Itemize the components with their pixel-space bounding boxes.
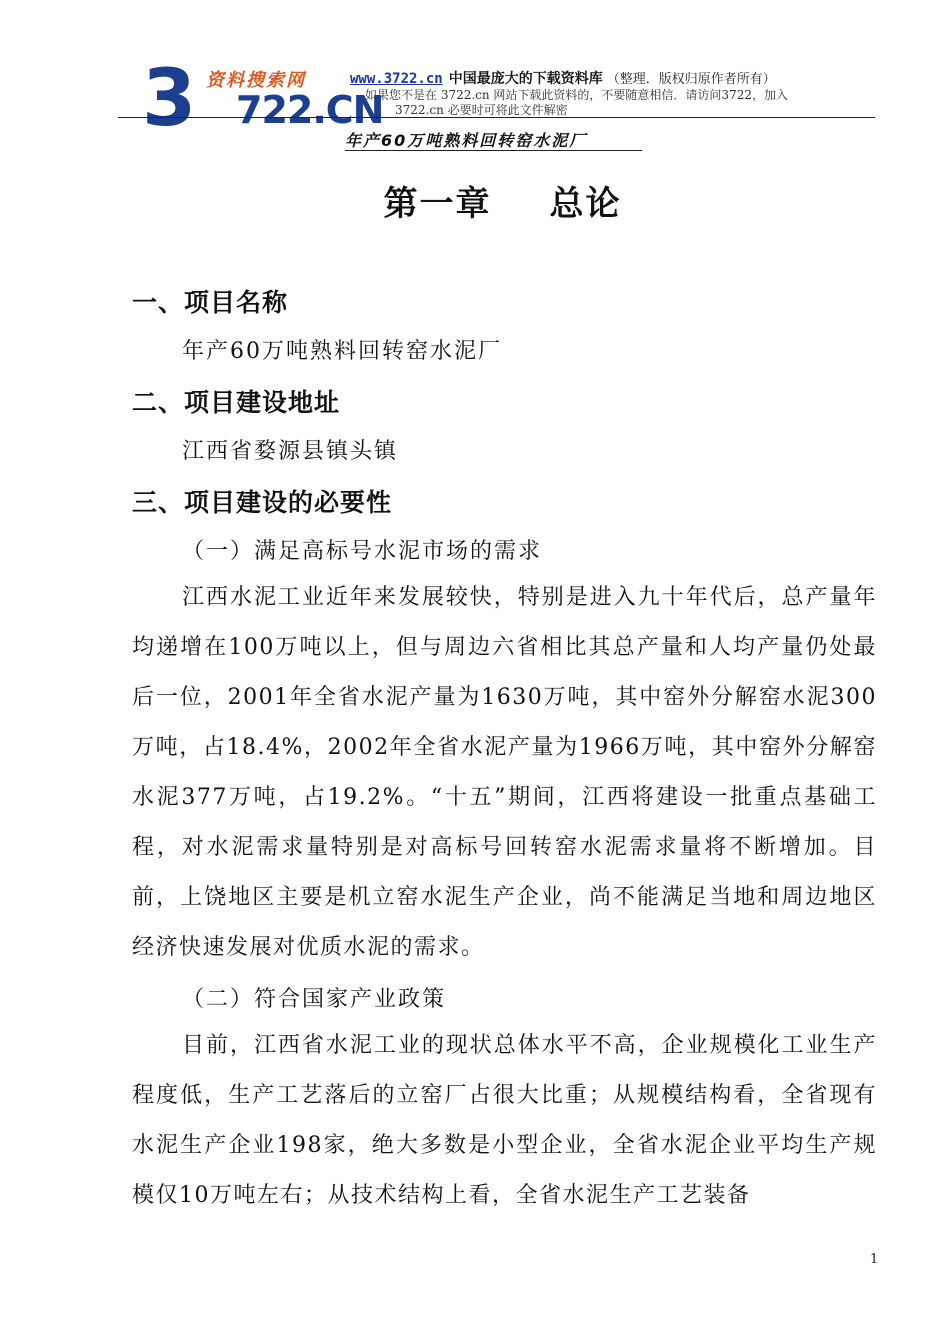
download-notice-cont: 3722.cn 必要时可将此文件解密: [395, 103, 568, 117]
logo-tagline: 资料搜索网: [206, 70, 306, 91]
project-name-text: 年产60万吨熟料回转窑水泥厂: [182, 339, 502, 364]
section-heading-project-name: 一、项目名称: [132, 288, 289, 317]
chapter-title: [0, 176, 950, 225]
site-name: 中国最庞大的下载资料库: [448, 71, 603, 87]
running-head-underline: [345, 150, 642, 151]
site-logo: [118, 54, 384, 144]
header-site-line: [350, 68, 776, 88]
download-notice: 如果您不是在 3722.cn 网站下载此资料的，不要随意相信．请访问3722，加入: [365, 88, 788, 102]
paragraph-market-demand: 江西水泥工业近年来发展较快，特别是进入九十年代后，总产量年均递增在100万吨以上，但与周边六省相比其总产量和人均产量仍处最后一位，2001年全省水泥产量为1630万吨，其中窑外分解窑水泥300万吨，占18.4%，2002年全省水泥产量为1966万吨，其中窑外分解窑水泥377万吨，占19.2%。“十五”期间，江西将建设一批重点基础工程，对水泥需求量特别是对高标号回转窑水泥需求量将不断增加。目前，上饶地区主要是机立窑水泥生产企业，尚不能满足当地和周边地区经济快速发展对优质水泥的需求。: [132, 585, 877, 960]
site-address-text: 江西省婺源县镇头镇: [182, 439, 399, 464]
section-heading-necessity: 三、项目建设的必要性: [132, 488, 393, 517]
logo-text: 722.CN: [236, 88, 384, 132]
chapter-number: 第一章: [383, 184, 492, 224]
section-heading-site-address: 二、项目建设地址: [132, 388, 341, 417]
rights-note: （整理．版权归原作者所有）: [606, 72, 776, 87]
header-divider: [118, 117, 875, 118]
logo-digit: 3: [142, 54, 195, 144]
running-head: 年产60万吨熟料回转窑水泥厂: [345, 131, 588, 150]
site-url-link[interactable]: www.3722.cn: [350, 71, 443, 87]
paragraph-industry-policy: 目前，江西省水泥工业的现状总体水平不高，企业规模化工业生产程度低，生产工艺落后的立窑厂占很大比重；从规模结构看，全省现有水泥生产企业198家，绝大多数是小型企业，全省水泥企业平均生产规模仅10万吨左右；从技术结构上看，全省水泥生产工艺装备: [132, 1033, 877, 1208]
subsection-market-demand: （一）满足高标号水泥市场的需求: [182, 539, 543, 564]
page-number: 1: [870, 1252, 879, 1267]
subsection-industry-policy: （二）符合国家产业政策: [182, 987, 447, 1012]
chapter-name: 总论: [549, 184, 622, 224]
